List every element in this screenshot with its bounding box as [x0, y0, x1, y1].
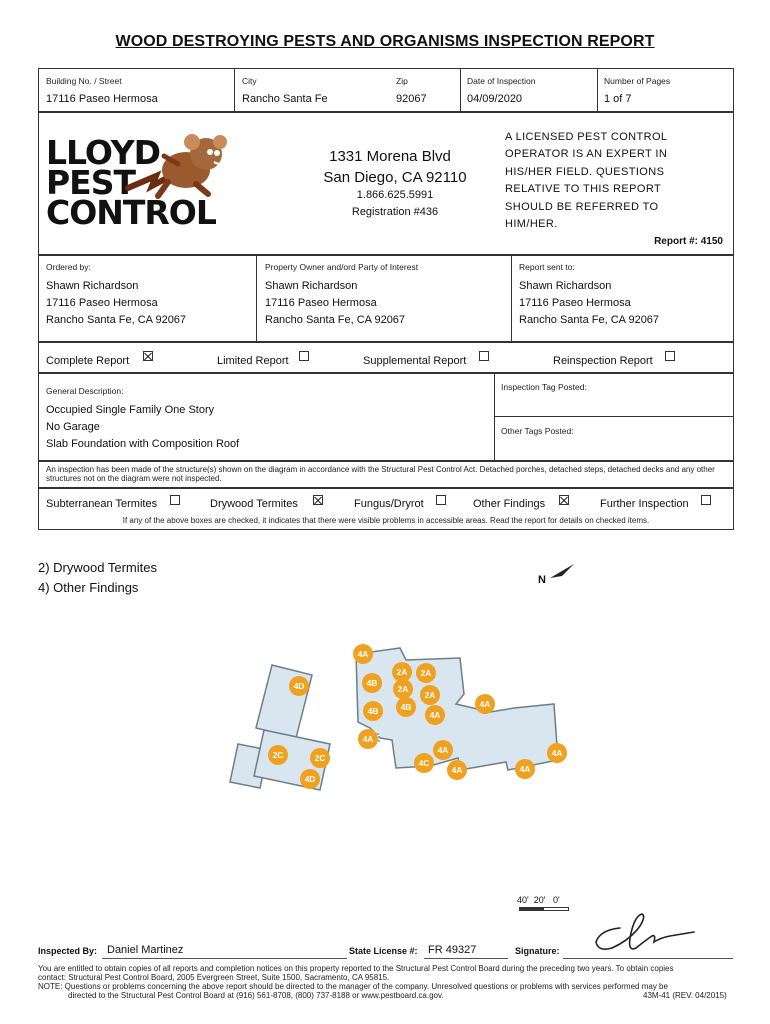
marker-2c-2[interactable]: 2C	[310, 748, 330, 768]
mouse-mascot-icon	[118, 128, 238, 206]
marker-2a-2[interactable]: 2A	[416, 663, 436, 683]
footer-notice-4: directed to the Structural Pest Control Board at (916) 561-8708, (800) 737-8188 or www.pestboard.ca.gov.	[68, 991, 444, 1000]
general-line-3: Slab Foundation with Composition Roof	[46, 438, 240, 450]
marker-2a-1[interactable]: 2A	[392, 662, 412, 682]
owner-street: 17116 Paseo Hermosa	[265, 297, 377, 309]
marker-4b-2[interactable]: 4B	[396, 697, 416, 717]
header-table	[38, 68, 734, 112]
subterranean-checkbox[interactable]	[170, 495, 180, 505]
licensed-notice: A LICENSED PEST CONTROL OPERATOR IS AN EXPERT IN HIS/HER FIELD. QUESTIONS RELATIVE TO THIS REPORT SHOULD BE REFERRED TO HIM/HER.	[505, 131, 668, 231]
company-phone: 1.866.625.5991	[356, 189, 434, 201]
fungus-checkbox[interactable]	[436, 495, 446, 505]
pages-label: Number of Pages	[604, 76, 671, 86]
sent-name: Shawn Richardson	[519, 280, 612, 292]
date-label: Date of Inspection	[467, 76, 536, 86]
scale-bar	[519, 907, 569, 911]
marker-4a-2[interactable]: 4A	[475, 694, 495, 714]
supplemental-report-label: Supplemental Report	[363, 355, 467, 367]
marker-4a-5[interactable]: 4A	[433, 740, 453, 760]
complete-report-checkbox[interactable]	[143, 351, 153, 361]
north-label: N	[538, 574, 546, 586]
marker-4a-1[interactable]: 4A	[353, 644, 373, 664]
marker-4a-7[interactable]: 4A	[547, 743, 567, 763]
date-value: 04/09/2020	[467, 93, 523, 105]
limited-report-checkbox[interactable]	[299, 351, 309, 361]
sent-label: Report sent to:	[519, 262, 575, 272]
north-arrow-icon	[548, 562, 576, 582]
footer-notice-2: contact: Structural Pest Control Board, 2005 Evergreen Street, Suite 1500, Sacramento, CA 95815.	[38, 973, 390, 982]
signature-label: Signature:	[515, 946, 560, 956]
fungus-label: Fungus/Dryrot	[354, 498, 424, 510]
inspector-signature	[590, 908, 700, 958]
general-label: General Description:	[46, 386, 124, 396]
building-label: Building No. / Street	[46, 76, 122, 86]
form-number: 43M-41 (REV. 04/2015)	[643, 991, 727, 1000]
marker-4a-4[interactable]: 4A	[358, 729, 378, 749]
further-inspection-checkbox[interactable]	[701, 495, 711, 505]
general-line-1: Occupied Single Family One Story	[46, 404, 215, 416]
structure-main-house	[356, 648, 558, 770]
drywood-label: Drywood Termites	[210, 498, 298, 510]
other-findings-label: Other Findings	[473, 498, 546, 510]
pages-value: 1 of 7	[604, 93, 632, 105]
further-inspection-label: Further Inspection	[600, 498, 689, 510]
marker-2a-4[interactable]: 2A	[420, 685, 440, 705]
marker-4d-1[interactable]: 4D	[289, 676, 309, 696]
inspected-by-label: Inspected By:	[38, 946, 98, 956]
inspection-statement: An inspection has been made of the structure(s) shown on the diagram in accordance with the Structural Pest Control Act. Detached porches, detached steps, detached decks and any other structures not on the diagram were not inspected.	[46, 465, 715, 483]
company-registration: Registration #436	[351, 206, 439, 218]
marker-4a-3[interactable]: 4A	[425, 705, 445, 725]
marker-4d-2[interactable]: 4D	[300, 769, 320, 789]
license-value: FR 49327	[428, 944, 477, 956]
ordered-name: Shawn Richardson	[46, 280, 139, 292]
structure-4d-top	[256, 665, 312, 738]
license-label: State License #:	[349, 946, 418, 956]
other-findings-checkbox[interactable]	[559, 495, 569, 505]
subterranean-label: Subterranean Termites	[46, 498, 158, 510]
general-line-2: No Garage	[46, 421, 100, 433]
scale-label: 40' 20' 0'	[517, 895, 560, 905]
supplemental-report-checkbox[interactable]	[479, 351, 489, 361]
logo-pest: PEST	[46, 163, 136, 202]
sent-city: Rancho Santa Fe, CA 92067	[519, 314, 660, 326]
marker-2a-3[interactable]: 2A	[393, 679, 413, 699]
inspection-tag-label: Inspection Tag Posted:	[501, 382, 587, 392]
ordered-city: Rancho Santa Fe, CA 92067	[46, 314, 187, 326]
legend-other: 4) Other Findings	[38, 580, 139, 595]
zip-value: 92067	[396, 93, 427, 105]
city-value: Rancho Santa Fe	[242, 93, 328, 105]
limited-report-label: Limited Report	[217, 355, 289, 367]
marker-4c-1[interactable]: 4C	[414, 753, 434, 773]
building-value: 17116 Paseo Hermosa	[46, 93, 158, 105]
zip-label: Zip	[396, 76, 408, 86]
company-address1: 1331 Morena Blvd	[329, 148, 451, 165]
marker-4a-6[interactable]: 4A	[447, 760, 467, 780]
report-number: Report #: 4150	[654, 236, 723, 247]
marker-4b-1[interactable]: 4B	[362, 673, 382, 693]
ordered-label: Ordered by:	[46, 262, 91, 272]
reinspection-report-label: Reinspection Report	[553, 355, 653, 367]
complete-report-label: Complete Report	[46, 355, 130, 367]
ordered-street: 17116 Paseo Hermosa	[46, 297, 158, 309]
sent-street: 17116 Paseo Hermosa	[519, 297, 631, 309]
inspected-by-value: Daniel Martinez	[107, 944, 184, 956]
reinspection-report-checkbox[interactable]	[665, 351, 675, 361]
marker-2c-1[interactable]: 2C	[268, 745, 288, 765]
logo-control: CONTROL	[46, 193, 216, 232]
footer-notice-1: You are entitled to obtain copies of all reports and completion notices on this property reported to the Structural Pest Control Board during the preceding two years. To obtain copies	[38, 964, 674, 973]
marker-4a-8[interactable]: 4A	[515, 759, 535, 779]
logo-lloyd: LLOYD	[46, 133, 161, 172]
other-tags-label: Other Tags Posted:	[501, 426, 574, 436]
owner-label: Property Owner and/ord Party of Interest	[265, 262, 419, 272]
owner-city: Rancho Santa Fe, CA 92067	[265, 314, 406, 326]
drywood-checkbox[interactable]	[313, 495, 323, 505]
company-address2: San Diego, CA 92110	[323, 169, 467, 186]
city-label: City	[242, 76, 257, 86]
marker-4b-3[interactable]: 4B	[363, 701, 383, 721]
findings-note: If any of the above boxes are checked, it indicates that there were visible problems in accessible areas. Read the report for details on checked items.	[122, 516, 650, 525]
owner-name: Shawn Richardson	[265, 280, 358, 292]
footer-notice-3: NOTE: Questions or problems concerning the above report should be directed to the manager of the company. Unresolved questions or problems with services performed may be	[38, 982, 668, 991]
report-title: WOOD DESTROYING PESTS AND ORGANISMS INSPECTION REPORT	[115, 33, 655, 50]
legend-drywood: 2) Drywood Termites	[38, 560, 157, 575]
